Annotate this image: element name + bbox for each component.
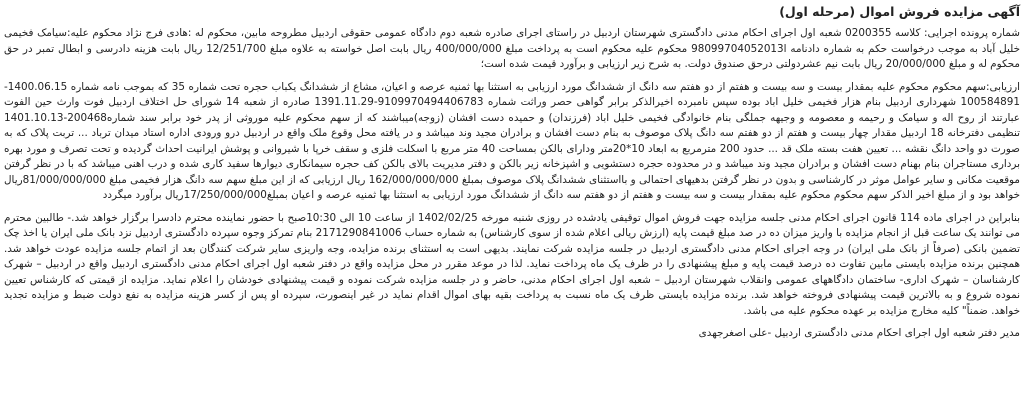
notice-signature: مدیر دفتر شعبه اول اجرای احکام مدنی دادگستری اردبیل -علی اصغرجهدی [698,327,1020,339]
notice-paragraph-case: شماره پرونده اجرایی: کلاسه 0200355 شعبه اول اجرای احکام مدنی دادگستری شهرستان اردبیل در راستای اجرای صادره شعبه دوم دادگاه عمومی حقوقی اردبیل مطروحه مابین، محکوم له :هادی فرج نژاد محکوم علیه:سیامک فخیمی خلیل آباد به موجب درخواست حکم به شماره دادنامه 98099704052013l محکوم علیه محکوم است به پرداخت مبلغ 400/000/000 ریال بابت اصل خواسته به علاوه مبلغ 12/251/700 ریال بابت هزینه دادرسی و ابطال تمبر در حق محکوم له و مبلغ 20/000/000 ریال بابت نیم عشردولتی درحق صندوق دولت. به شرح زیر ارزیابی و برآورد قیمت شده است؛ [4,27,1020,70]
notice-paragraph-appraisal: ارزیابی:سهم محکوم محکوم علیه بمقدار بیست و سه بیست و هفتم از دو هفتم سه دانگ از ششدانگ مورد ارزیابی به استثنا بها ثمنیه عرصه و اعیان، مشاع از ششدانگ یکباب حجره تحت شماره 35 که بموجب نامه شماره 1400.06.15-100584891 شهرداری اردبیل بنام هزار فخیمی خلیل اباد بوده سپس نامبرده اخیرالذکر برابر گواهی حصر وراثت شماره 9109970494406783-1391.11.29 صادره از شعبه 14 شورای حل اختلاف اردبیل فوت وارث حین الفوت عبارتند از روح اله و سیامک و رحیمه و معصومه و وجیهه جملگی بنام خانوادگی فخیمی خلیل اباد (فرزندان) و حمیده دست افشان (زوجه)میباشند که از سهم محکوم علیه موروثی از پدر خود برابر سند شماره200468-1401.10.13 تنظیمی دفترخانه 18 اردبیل مقدار چهار بیست و هفتم از دو هفتم سه دانگ پلاک موصوف به بنام دست افشان و برادران مجید وند میباشد و در یافته محل وقوع ملک واقع در اردبیل درو ورودی اداره استاد میدان ترباد ... تربت پلاک که به صورت دو واحد دانگ نقشه ... تعیین هفت بسته ملک قد ... حدود 200 مترمربع به ابعاد 10*20متر ودارای بالکن بمساحت 40 متر مربع با اسکلت فلزی و سقف خرپا با شیروانی و پوشش ایرانیت احداث گردیده و تحت تصرف و مورد بهره برداری مستاجران بنام بهنام دست افشان و برادران مجید وند میباشد و در محدوده حجره دستشویی و اشپزخانه زیر بالکن و دفتر مدیریت بالای بالکن کف حجره سیمانکاری دیوارها سفید کاری شده و درب اهنی میباشد که با در نظر گرفتن موقعیت مکانی و سایر عوامل موثر در کارشناسی و بدون در نظر گرفتن بدهیهای احتمالی و بااستثنای ششدانگ پلاک موصوف بمبلغ 162/000/000/000 ریال ارزیابی که از این مبلغ سهم سه دانگ هزار فخیمی مبلغ 81/000/000/000ریال خواهد بود و از مبلغ اخیر الذکر سهم محکوم محکوم علیه بمقدار بیست و سه بیست و هفتم از دو هفتم سه دانگ از ششدانگ مورد ارزیابی به استثنا بها ثمنیه عرصه و اعیان بمبلغ17/250/000/000ریال برآورد میگردد [4,80,1021,201]
notice-paragraph-auction: بنابراین در اجرای ماده 114 قانون اجرای احکام مدنی جلسه مزایده جهت فروش اموال توقیفی یادشده در روزی شنبه مورخه 1402/02/25 از ساعت 10 الی 10:30صبح با حضور نماینده محترم دادسرا برگزار خواهد شد.- طالبین محترم می توانند یک ساعت قبل از انجام مزایده با واریز میزان ده در صد مبلغ قیمت پایه (ارزش ریالی اعلام شده از سوی کارشناس) به شماره حساب 2171290841006 بنام تمرکز وجوه سپرده دادگستری اردبیل نزد بانک ملی ایران یا اخذ چک تضمین بانکی (صرفاً از بانک ملی ایران) در وجه اجرای احکام مدنی دادگستری اردبیل در جلسه مزایده شرکت نمایند. بدیهی است به استثنای برنده مزایده، وجه واریزی سایر شرکت کنندگان بعد از اتمام جلسه مزایده عودت خواهد شد. همچنین برنده مزایده بایستی مابین تفاوت ده درصد قیمت پایه و مبلغ پیشنهادی را در ظرف یک ماه پرداخت نماید. لذا در موعد مقرر در محل مزایده واقع در دفتر شعبه اول اجرای احکام مدنی دادگستری اردبیل واقع در اردبیل – شهرک کارشناسان – شهرک اداری- ساختمان دادگاههای عمومی وانقلاب شهرستان اردبیل – شعبه اول اجرای احکام مدنی، حاضر و در جلسه مزایده شرکت نموده و قیمت پیشنهادی خودشان را اعلام نماید. مزایده از قیمتی که کارشناس تعیین نموده شروع و به بالاترین قیمت پیشنهادی فروخته خواهد شد. برنده مزایده بایستی ظرف یک ماه نسبت به پرداخت بقیه بهای اموال اقدام نماید در غیر اینصورت، سپرده او پس از کسر هزینه مزایده به نفع دولت ضبط و مزایده تجدید خواهد. ضمناً" کلیه مخارج مزایده بر عهده محکوم علیه می باشد. [4,211,1021,317]
notice-title: آگهی مزایده فروش اموال (مرحله اول) [779,4,1020,19]
